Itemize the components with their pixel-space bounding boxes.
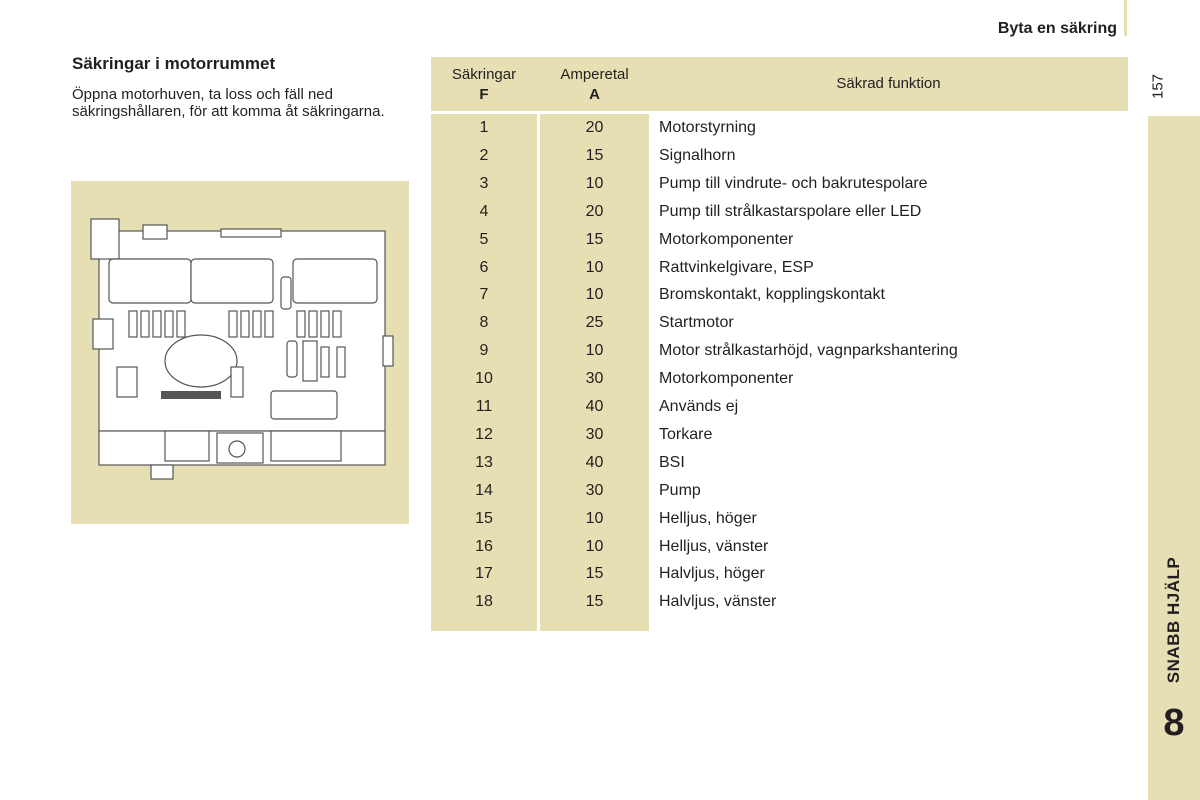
table-row [431, 451, 1128, 479]
section-instructions: Öppna motorhuven, ta loss och fäll ned säkringshållaren, för att komma åt säkringarna. [72, 86, 385, 120]
fuse-number-cell: 4 [479, 202, 489, 220]
function-cell: Motor strålkastarhöjd, vagnparkshantering [659, 342, 958, 360]
amperage-cell: 10 [585, 537, 604, 555]
fuse-number-cell: 8 [479, 314, 489, 332]
fuse-number-cell: 7 [479, 286, 489, 304]
fuse-number-cell: 18 [475, 593, 493, 611]
table-header [431, 57, 1128, 111]
table-row [431, 590, 1128, 618]
function-cell: Helljus, vänster [659, 537, 769, 555]
amperage-cell: 10 [585, 342, 604, 360]
header-amp-sub: A [589, 86, 600, 103]
function-cell: Rattvinkelgivare, ESP [659, 258, 814, 276]
header-amp-label: Amperetal [560, 66, 629, 83]
fuse-box-illustration [71, 181, 409, 524]
table-row [431, 535, 1128, 563]
table-row [431, 311, 1128, 339]
amperage-cell: 10 [585, 509, 604, 527]
fuse-table [431, 57, 1128, 631]
amperage-cell: 15 [585, 565, 604, 583]
function-cell: BSI [659, 453, 685, 471]
header-title: Byta en säkring [997, 20, 1117, 37]
function-cell: Motorstyrning [659, 119, 756, 136]
function-cell: Helljus, höger [659, 509, 757, 527]
chapter-number: 8 [1163, 702, 1185, 744]
table-row [431, 228, 1128, 256]
function-cell: Bromskontakt, kopplingskontakt [659, 286, 885, 304]
header-function: Säkrad funktion [836, 75, 941, 92]
fuse-number-cell: 15 [475, 509, 493, 527]
amperage-cell: 10 [585, 286, 604, 304]
table-row [431, 479, 1128, 507]
chapter-tab-label: SNABB HJÄLP [1164, 556, 1183, 684]
function-cell: Startmotor [659, 314, 734, 332]
fuse-number-cell: 9 [479, 342, 489, 360]
fuse-number-cell: 3 [479, 174, 489, 192]
fuse-number-cell: 11 [475, 398, 493, 415]
function-cell: Motorkomponenter [659, 370, 794, 388]
function-cell: Används ej [659, 398, 739, 415]
table-row [431, 395, 1128, 423]
function-cell: Signalhorn [659, 146, 736, 164]
fuse-number-cell: 14 [475, 481, 493, 499]
header-fuse-sub: F [479, 86, 489, 103]
amperage-cell: 15 [585, 230, 604, 248]
header-divider [1124, 0, 1127, 36]
table-row [431, 172, 1128, 200]
header-amp [540, 65, 649, 105]
fuse-number-cell: 17 [475, 565, 493, 583]
table-row [431, 507, 1128, 535]
function-cell: Motorkomponenter [659, 230, 794, 248]
fuse-number-cell: 6 [479, 258, 489, 276]
fuse-number-cell: 1 [479, 119, 489, 136]
table-row [431, 423, 1128, 451]
amperage-cell: 15 [585, 593, 604, 611]
page-number: 157 [1149, 73, 1167, 100]
section-title: Säkringar i motorrummet [72, 54, 276, 73]
header-fuse-label: Säkringar [451, 66, 517, 83]
table-row [431, 283, 1128, 311]
fuse-number-cell: 12 [475, 425, 493, 443]
function-cell: Pump till vindrute- och bakrutespolare [659, 174, 928, 192]
amperage-cell: 25 [585, 314, 604, 332]
function-cell: Pump till strålkastarspolare eller LED [659, 202, 922, 220]
fuse-number-cell: 13 [475, 453, 493, 471]
amperage-cell: 30 [585, 425, 604, 443]
fuse-number-cell: 10 [475, 370, 493, 388]
amperage-cell: 10 [585, 174, 604, 192]
header-fuse [431, 65, 537, 105]
table-row [431, 367, 1128, 395]
amperage-cell: 30 [585, 481, 604, 499]
fuse-number-cell: 16 [475, 537, 493, 555]
table-row [431, 116, 1128, 144]
fuse-number-cell: 2 [479, 146, 489, 164]
function-cell: Halvljus, vänster [659, 593, 777, 611]
function-cell: Halvljus, höger [659, 565, 765, 583]
table-row [431, 144, 1128, 172]
table-row [431, 200, 1128, 228]
table-row [431, 256, 1128, 284]
amperage-cell: 40 [585, 398, 604, 415]
fuse-number-cell: 5 [479, 230, 489, 248]
amperage-cell: 40 [585, 453, 604, 471]
function-cell: Torkare [659, 425, 713, 443]
table-row [431, 339, 1128, 367]
amperage-cell: 10 [585, 258, 604, 276]
amperage-cell: 20 [585, 119, 604, 136]
function-cell: Pump [659, 481, 701, 499]
amperage-cell: 30 [585, 370, 604, 388]
table-row [431, 562, 1128, 590]
amperage-cell: 15 [585, 146, 604, 164]
fuse-box-figure [71, 181, 409, 524]
amperage-cell: 20 [585, 202, 604, 220]
